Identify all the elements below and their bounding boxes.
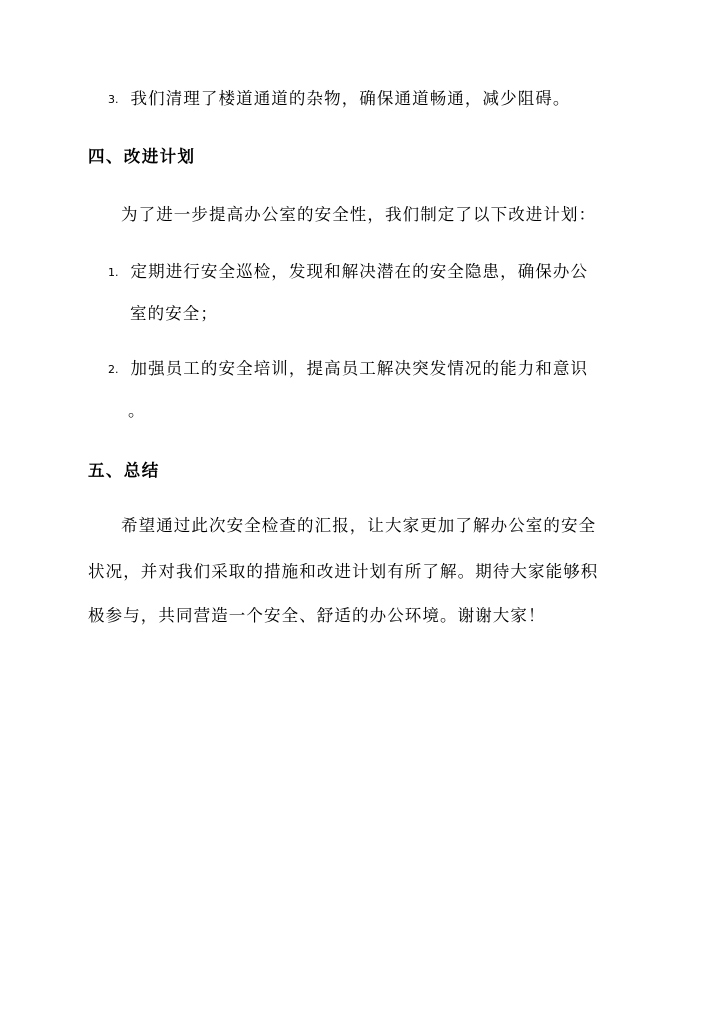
improvement-item-2-cont: 。: [128, 401, 146, 420]
improvement-item-1: [108, 261, 588, 284]
list-item-text: 加强员工的安全培训，提高员工解决突发情况的能力和意识: [130, 359, 589, 378]
list-item-3: [108, 88, 571, 111]
summary-paragraph-line-3: 极参与，共同营造一个安全、舒适的办公环境。谢谢大家！: [88, 606, 546, 625]
improvement-item-2: [108, 358, 588, 381]
summary-paragraph-line-2: 状况，并对我们采取的措施和改进计划有所了解。期待大家能够积: [88, 562, 599, 581]
improvement-intro: 为了进一步提高办公室的安全性，我们制定了以下改进计划：: [121, 205, 597, 224]
section-heading-summary: 五、总结: [88, 461, 160, 480]
summary-paragraph-line-1: 希望通过此次安全检查的汇报，让大家更加了解办公室的安全: [121, 516, 597, 535]
list-number: 1.: [108, 266, 119, 279]
section-heading-improvement: 四、改进计划: [88, 147, 196, 166]
list-item-text: 我们清理了楼道通道的杂物，确保通道畅通，减少阻碍。: [130, 89, 571, 108]
list-number: 3.: [108, 93, 119, 106]
list-number: 2.: [108, 363, 119, 376]
improvement-item-1-cont: 室的安全；: [130, 304, 218, 323]
list-item-text: 定期进行安全巡检，发现和解决潜在的安全隐患，确保办公: [130, 262, 589, 281]
